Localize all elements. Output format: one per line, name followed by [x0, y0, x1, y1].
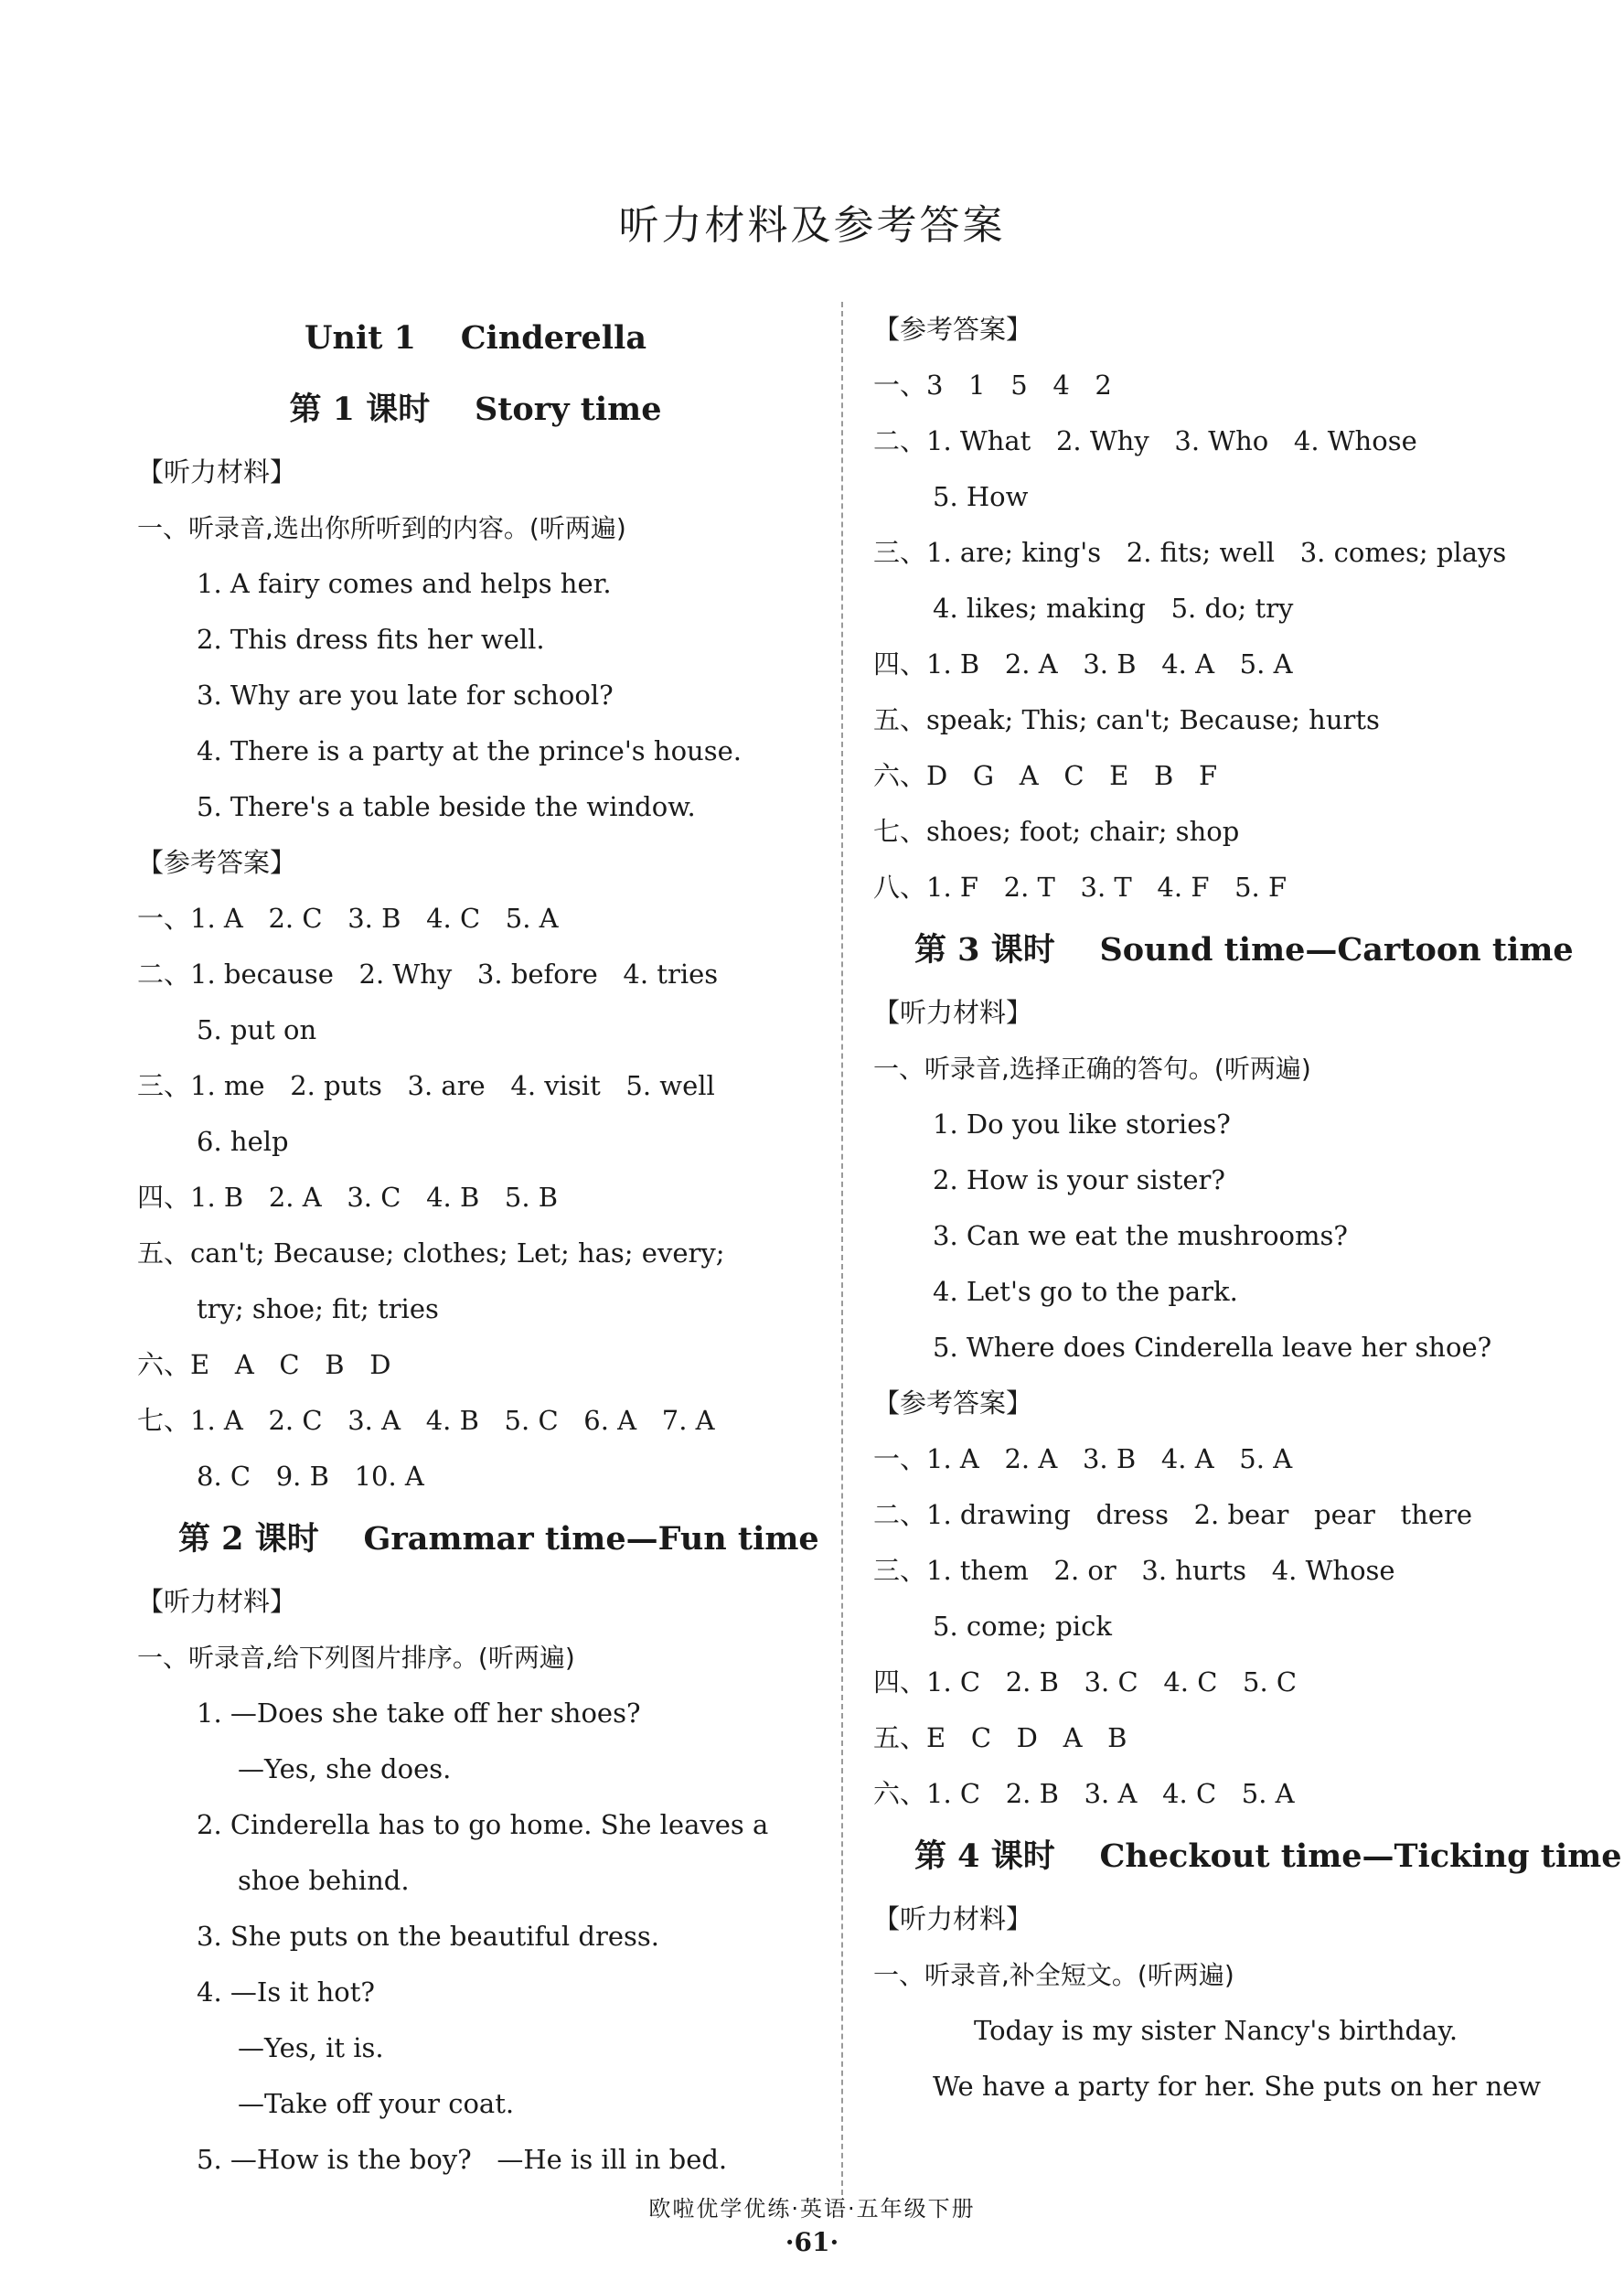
- text-line: 5. There's a table beside the window.: [197, 791, 696, 822]
- text-line: 六、1. C 2. B 3. A 4. C 5. A: [873, 1778, 1295, 1809]
- text-line: 三、1. me 2. puts 3. are 4. visit 5. well: [137, 1070, 715, 1101]
- section-heading: 【参考答案】: [873, 1387, 1033, 1419]
- text-line: 4. likes; making 5. do; try: [933, 593, 1294, 624]
- lesson-heading: 第 4 课时 Checkout time—Ticking time: [914, 1837, 1622, 1875]
- text-line: 一、1. A 2. A 3. B 4. A 5. A: [873, 1443, 1293, 1474]
- question-prompt: 一、听录音,选出你所听到的内容。(听两遍): [137, 513, 626, 543]
- text-line: 2. How is your sister?: [933, 1164, 1225, 1195]
- text-line: 五、E C D A B: [873, 1722, 1127, 1753]
- text-line: 三、1. are; king's 2. fits; well 3. comes; plays: [873, 537, 1507, 568]
- text-line: We have a party for her. She puts on her new: [933, 2071, 1542, 2102]
- question-prompt: 一、听录音,给下列图片排序。(听两遍): [137, 1643, 575, 1673]
- text-line: try; shoe; fit; tries: [197, 1293, 439, 1324]
- section-heading: 【听力材料】: [873, 1903, 1033, 1934]
- text-line: 五、speak; This; can't; Because; hurts: [873, 704, 1380, 735]
- text-line: 5. come; pick: [933, 1611, 1112, 1642]
- text-line: —Yes, she does.: [238, 1753, 452, 1784]
- text-line: 6. help: [197, 1126, 289, 1157]
- text-line: 一、3 1 5 4 2: [873, 370, 1112, 401]
- right-column: [873, 302, 1622, 2115]
- text-line: —Take off your coat.: [238, 2088, 515, 2119]
- text-line: 五、can't; Because; clothes; Let; has; every;: [137, 1237, 725, 1269]
- lesson-heading: 第 3 课时 Sound time—Cartoon time: [914, 931, 1574, 969]
- text-line: 二、1. because 2. Why 3. before 4. tries: [137, 959, 719, 990]
- text-line: 二、1. What 2. Why 3. Who 4. Whose: [873, 425, 1417, 456]
- column-divider: [841, 302, 843, 2195]
- text-line: 4. There is a party at the prince's house.: [197, 735, 742, 766]
- question-prompt: 一、听录音,补全短文。(听两遍): [873, 1960, 1234, 1990]
- text-line: 四、1. C 2. B 3. C 4. C 5. C: [873, 1666, 1298, 1698]
- text-line: 5. —How is the boy? —He is ill in bed.: [197, 2144, 728, 2175]
- text-line: 1. —Does she take off her shoes?: [197, 1698, 641, 1729]
- text-line: 2. This dress fits her well.: [197, 624, 545, 655]
- text-line: 1. A fairy comes and helps her.: [197, 568, 612, 599]
- text-line: 8. C 9. B 10. A: [197, 1461, 424, 1492]
- text-line: 二、1. drawing dress 2. bear pear there: [873, 1499, 1473, 1530]
- text-line: 八、1. F 2. T 3. T 4. F 5. F: [873, 872, 1287, 903]
- text-line: 5. Where does Cinderella leave her shoe?: [933, 1332, 1492, 1363]
- text-line: 六、E A C B D: [137, 1349, 391, 1380]
- unit-heading: Unit 1 Cinderella: [304, 319, 647, 357]
- text-line: Today is my sister Nancy's birthday.: [974, 2015, 1458, 2046]
- lesson-heading: 第 2 课时 Grammar time—Fun time: [178, 1520, 819, 1558]
- page-number: ·61·: [785, 2227, 839, 2257]
- text-line: 3. Why are you late for school?: [197, 680, 614, 711]
- text-line: 2. Cinderella has to go home. She leaves a: [197, 1809, 769, 1840]
- page-title: 听力材料及参考答案: [618, 202, 1006, 249]
- text-line: 4. Let's go to the park.: [933, 1276, 1238, 1307]
- text-line: 5. How: [933, 481, 1029, 512]
- section-heading: 【听力材料】: [873, 997, 1033, 1028]
- section-heading: 【参考答案】: [137, 847, 297, 878]
- text-line: 3. She puts on the beautiful dress.: [197, 1921, 659, 1952]
- text-line: 四、1. B 2. A 3. B 4. A 5. A: [873, 648, 1293, 680]
- footer-book-title: 欧啦优学优练·英语·五年级下册: [648, 2196, 976, 2222]
- text-line: 三、1. them 2. or 3. hurts 4. Whose: [873, 1555, 1395, 1586]
- text-line: 1. Do you like stories?: [933, 1109, 1231, 1140]
- text-line: 六、D G A C E B F: [873, 760, 1218, 791]
- section-heading: 【参考答案】: [873, 314, 1033, 345]
- question-prompt: 一、听录音,选择正确的答句。(听两遍): [873, 1054, 1311, 1084]
- text-line: shoe behind.: [238, 1865, 410, 1896]
- lesson-heading: 第 1 课时 Story time: [289, 391, 662, 428]
- text-line: 七、shoes; foot; chair; shop: [873, 816, 1240, 847]
- text-line: 四、1. B 2. A 3. C 4. B 5. B: [137, 1182, 559, 1213]
- text-line: 4. —Is it hot?: [197, 1976, 375, 2008]
- text-line: 七、1. A 2. C 3. A 4. B 5. C 6. A 7. A: [137, 1405, 715, 1436]
- text-line: 3. Can we eat the mushrooms?: [933, 1220, 1348, 1251]
- section-heading: 【听力材料】: [137, 1586, 297, 1617]
- left-column: [137, 302, 819, 2188]
- text-line: 5. put on: [197, 1014, 317, 1045]
- section-heading: 【听力材料】: [137, 456, 297, 487]
- text-line: 一、1. A 2. C 3. B 4. C 5. A: [137, 903, 559, 934]
- text-line: —Yes, it is.: [238, 2032, 384, 2063]
